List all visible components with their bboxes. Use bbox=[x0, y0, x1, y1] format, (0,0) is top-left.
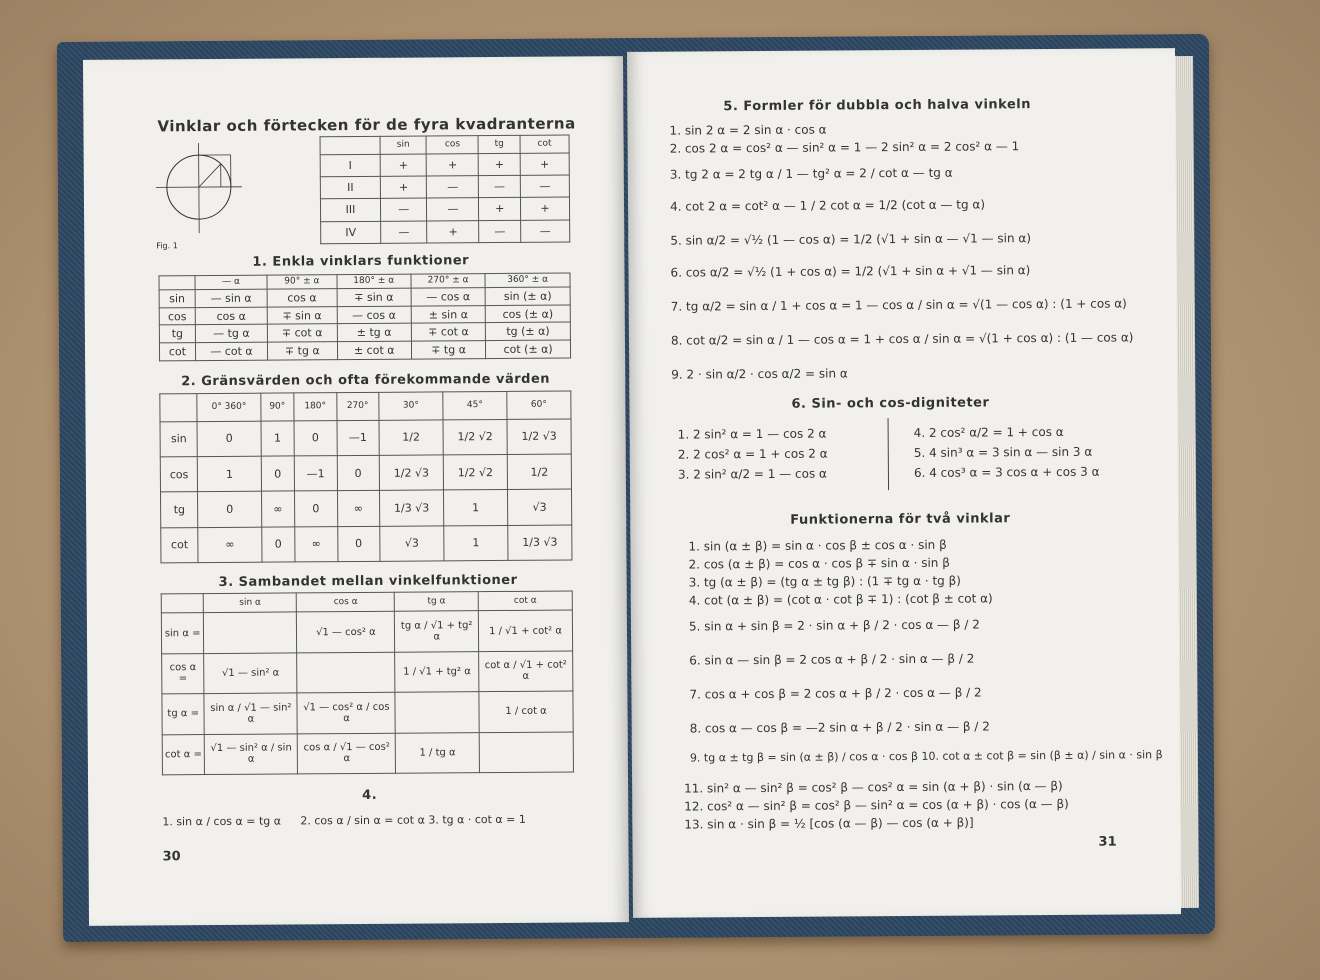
table-header-cell: 30° bbox=[379, 392, 443, 420]
table-cell: ∓ sin α bbox=[267, 306, 337, 324]
formula-item: 7. tg α/2 = sin α / 1 + cos α = 1 — cos α / sin α = √(1 — cos α) : (1 + cos α) bbox=[670, 296, 1127, 314]
table-cell: ∓ tg α bbox=[411, 341, 485, 359]
formula-item: 2. 2 cos² α = 1 + cos 2 α bbox=[677, 446, 828, 462]
table-cell: + bbox=[520, 153, 569, 176]
table-row bbox=[162, 651, 573, 694]
table-header-cell: cot bbox=[520, 135, 569, 153]
table-row bbox=[161, 610, 572, 653]
table-cell: √1 — cos² α / cos α bbox=[297, 692, 395, 733]
table-cell: — cos α bbox=[411, 288, 485, 306]
table-cell: ∞ bbox=[337, 491, 380, 527]
table-cell: ∞ bbox=[261, 491, 295, 527]
table-cell: cot α = bbox=[162, 734, 205, 775]
page-number-left: 30 bbox=[162, 849, 181, 865]
formula-item: 1. 2 sin² α = 1 — cos 2 α bbox=[677, 426, 827, 442]
table-cell: tg α = bbox=[162, 694, 205, 735]
section6-title: 6. Sin- och cos-digniteter bbox=[791, 395, 990, 412]
left-page bbox=[83, 56, 629, 926]
table-cell: + bbox=[380, 176, 426, 199]
table-header-cell: cos bbox=[426, 136, 478, 154]
table-row bbox=[161, 525, 572, 563]
table-cell: cos bbox=[160, 457, 198, 493]
formula-item: 2. cos α / sin α = cot α bbox=[300, 813, 425, 828]
section1-title: 1. Enkla vinklars funktioner bbox=[252, 253, 470, 270]
table-cell bbox=[395, 692, 479, 733]
table-cell: 0 bbox=[261, 527, 295, 563]
table-cell: √1 — cos² α bbox=[297, 612, 395, 653]
table-cell: 1 bbox=[198, 456, 262, 492]
table-cell: tg α / √1 + tg² α bbox=[395, 611, 479, 652]
table-cell: — bbox=[520, 175, 569, 198]
table-cell: sin bbox=[160, 421, 198, 457]
table-cell: √3 bbox=[507, 489, 571, 525]
table-row bbox=[321, 220, 570, 244]
table-header-cell bbox=[161, 594, 203, 614]
table-cell: — bbox=[479, 175, 521, 198]
table-cell bbox=[297, 652, 395, 693]
table-cell: + bbox=[479, 198, 521, 221]
table-header-cell: 45° bbox=[443, 391, 507, 419]
table-cell bbox=[204, 612, 297, 653]
table-cell bbox=[479, 732, 573, 773]
table-cell: II bbox=[320, 176, 380, 199]
table-cell: 1/3 √3 bbox=[508, 525, 572, 561]
formula-item: 11. sin² α — sin² β = cos² β — cos² α = sin (α + β) · sin (α — β) bbox=[684, 778, 1063, 796]
section4-title: 4. bbox=[362, 787, 378, 803]
section3-title: 3. Sambandet mellan vinkelfunktioner bbox=[218, 572, 518, 590]
formula-item: 1. sin (α ± β) = sin α · cos β ± cos α · sin β bbox=[688, 537, 947, 554]
page-number-right: 31 bbox=[1098, 834, 1117, 850]
table-cell: III bbox=[320, 199, 380, 222]
table-cell: sin (± α) bbox=[485, 287, 570, 305]
table-header-cell: cos α bbox=[297, 592, 395, 612]
formula-item: 6. cos α/2 = √½ (1 + cos α) = 1/2 (√1 + sin α + √1 — sin α) bbox=[670, 263, 1031, 280]
table-cell: 1 / √1 + tg² α bbox=[395, 651, 479, 692]
table-header-cell: tg bbox=[478, 135, 520, 153]
formula-item: 3. tg α · cot α = 1 bbox=[428, 812, 526, 827]
table-cell: 0 bbox=[295, 491, 338, 527]
table-header-cell: — α bbox=[195, 275, 267, 289]
table-row bbox=[160, 419, 571, 457]
section5-title: 5. Formler för dubbla och halva vinkeln bbox=[723, 97, 1032, 115]
table-cell: — bbox=[479, 220, 521, 243]
formula-item: 13. sin α · sin β = ½ [cos (α — β) — cos (α + β)] bbox=[684, 815, 974, 832]
figure-caption: Fig. 1 bbox=[156, 241, 178, 251]
table-cell: — cot α bbox=[195, 342, 267, 360]
table-cell: 0 bbox=[197, 421, 261, 457]
table-cell: ∓ cot α bbox=[267, 324, 337, 342]
table-cell: 1/2 bbox=[507, 454, 571, 490]
table-cell: cos α = bbox=[162, 653, 205, 694]
table-cell: + bbox=[427, 220, 479, 243]
table-cell: + bbox=[520, 197, 569, 220]
table-cell: — bbox=[380, 198, 426, 221]
table-header-row bbox=[160, 391, 571, 422]
table-cell: cot bbox=[159, 343, 195, 361]
table-cell: — sin α bbox=[195, 289, 267, 307]
formula-item: 1. sin α / cos α = tg α bbox=[162, 814, 282, 829]
table-row bbox=[160, 454, 571, 492]
formula-item: 4. cot 2 α = cot² α — 1 / 2 cot α = 1/2 (cot α — tg α) bbox=[670, 197, 986, 214]
formula-item: 9. tg α ± tg β = sin (α ± β) / cos α · cos β 10. cot α ± cot β = sin (β ± α) / sin α · sin β bbox=[689, 748, 1163, 765]
table-cell: 1/2 √2 bbox=[443, 454, 507, 490]
table-cell: tg (± α) bbox=[486, 322, 571, 340]
table-cell: 1/2 bbox=[379, 420, 443, 456]
table-cell: cot α / √1 + cot² α bbox=[479, 651, 573, 692]
table-cell: sin α = bbox=[161, 613, 204, 654]
table-cell: — bbox=[427, 176, 479, 199]
table-header-cell: 90° ± α bbox=[267, 275, 337, 289]
table-header-cell bbox=[160, 394, 198, 422]
table-header-cell: tg α bbox=[395, 592, 479, 612]
table-cell: cos (± α) bbox=[485, 305, 570, 323]
formula-item: 6. 4 cos³ α = 3 cos α + cos 3 α bbox=[913, 464, 1100, 480]
table-cell: √1 — sin² α / sin α bbox=[204, 733, 297, 774]
table-row bbox=[159, 340, 570, 361]
table-row bbox=[320, 197, 569, 221]
limit-values-table bbox=[159, 390, 572, 563]
table-cell: 1/2 √3 bbox=[379, 455, 443, 491]
table-cell: cos bbox=[159, 307, 195, 325]
formula-item: 8. cos α — cos β = —2 sin α + β / 2 · sin α — β / 2 bbox=[689, 719, 990, 736]
table-cell: —1 bbox=[337, 420, 380, 456]
table-header-cell: 360° ± α bbox=[485, 273, 570, 288]
table-row bbox=[161, 489, 572, 527]
table-cell: 1 bbox=[443, 490, 507, 526]
column-divider bbox=[888, 418, 890, 490]
table-cell: √1 — sin² α bbox=[204, 653, 297, 694]
table-header-cell: 270° bbox=[336, 392, 379, 420]
quadrant-table bbox=[320, 135, 571, 245]
table-cell: ∓ cot α bbox=[411, 323, 485, 341]
simple-angles-table bbox=[158, 272, 571, 361]
formula-item: 3. 2 sin² α/2 = 1 — cos α bbox=[677, 466, 827, 482]
table-cell: —1 bbox=[294, 456, 337, 492]
table-cell: 0 bbox=[198, 492, 262, 528]
table-header-row bbox=[320, 135, 569, 154]
table-cell: ∓ sin α bbox=[337, 288, 411, 306]
formula-item: 9. 2 · sin α/2 · cos α/2 = sin α bbox=[671, 366, 848, 382]
table-cell: ± cot α bbox=[337, 341, 411, 359]
table-header-cell: cot α bbox=[478, 591, 572, 611]
relations-table bbox=[161, 590, 574, 775]
table-cell: 1 / tg α bbox=[396, 732, 480, 773]
formula-item: 5. sin α + sin β = 2 · sin α + β / 2 · cos α — β / 2 bbox=[688, 617, 980, 634]
formula-item: 6. sin α — sin β = 2 cos α + β / 2 · sin α — β / 2 bbox=[689, 651, 975, 668]
table-row bbox=[162, 691, 573, 734]
formula-item: 2. cos 2 α = cos² α — sin² α = 1 — 2 sin² α = 2 cos² α — 1 bbox=[669, 139, 1020, 156]
table-cell: — bbox=[427, 198, 479, 221]
formula-item: 3. tg 2 α = 2 tg α / 1 — tg² α = 2 / cot α — tg α bbox=[669, 165, 953, 182]
table-cell: + bbox=[380, 154, 426, 177]
table-header-cell: 180° bbox=[294, 393, 337, 421]
table-cell: sin α / √1 — sin² α bbox=[204, 693, 297, 734]
formula-item: 5. 4 sin³ α = 3 sin α — sin 3 α bbox=[913, 444, 1093, 460]
table-cell: cot bbox=[161, 527, 199, 563]
table-cell: ∓ tg α bbox=[268, 342, 338, 360]
table-header-cell: 270° ± α bbox=[411, 274, 485, 288]
formula-item: 4. cot (α ± β) = (cot α · cot β ∓ 1) : (cot β ± cot α) bbox=[688, 591, 993, 608]
table-cell: cos α bbox=[267, 289, 337, 307]
section7-title: Funktionerna för två vinklar bbox=[790, 511, 1011, 528]
table-cell: ∞ bbox=[198, 527, 262, 563]
formula-item: 2. cos (α ± β) = cos α · cos β ∓ sin α · sin β bbox=[688, 555, 950, 572]
table-cell: 1 / √1 + cot² α bbox=[478, 610, 572, 651]
table-cell: 1/2 √2 bbox=[443, 419, 507, 455]
table-cell: 0 bbox=[337, 526, 380, 562]
right-page bbox=[627, 48, 1181, 918]
table-cell: — bbox=[520, 220, 569, 243]
table-cell: ∞ bbox=[295, 526, 338, 562]
table-cell: cot (± α) bbox=[486, 340, 571, 358]
table-row bbox=[320, 153, 569, 177]
table-header-cell bbox=[320, 136, 380, 154]
table-cell: tg bbox=[159, 325, 195, 343]
formula-item: 12. cos² α — sin² β = cos² β — sin² α = cos (α + β) · cos (α — β) bbox=[684, 796, 1069, 814]
table-cell: — tg α bbox=[195, 325, 267, 343]
table-cell: tg bbox=[161, 492, 199, 528]
table-cell: cos α / √1 — cos² α bbox=[298, 733, 396, 774]
table-cell: 0 bbox=[261, 456, 295, 492]
section2-title: 2. Gränsvärden och ofta förekommande värden bbox=[181, 371, 551, 390]
table-cell: 0 bbox=[337, 455, 380, 491]
table-cell: 1 bbox=[261, 421, 295, 457]
unit-circle-figure bbox=[154, 139, 245, 240]
table-cell: + bbox=[426, 153, 478, 176]
table-cell: ± tg α bbox=[337, 324, 411, 342]
formula-item: 8. cot α/2 = sin α / 1 — cos α = 1 + cos α / sin α = √(1 + cos α) : (1 — cos α) bbox=[670, 330, 1134, 348]
table-header-cell: 180° ± α bbox=[337, 274, 411, 288]
table-cell: 1/2 √3 bbox=[507, 419, 571, 455]
formula-item: 5. sin α/2 = √½ (1 — cos α) = 1/2 (√1 + sin α — √1 — sin α) bbox=[670, 231, 1032, 248]
table-header-cell: 90° bbox=[261, 393, 295, 421]
table-row bbox=[320, 175, 569, 199]
table-cell: 1/3 √3 bbox=[379, 490, 443, 526]
table-cell: 1 / cot α bbox=[479, 691, 573, 732]
table-cell: IV bbox=[321, 221, 381, 244]
table-cell: cos α bbox=[195, 307, 267, 325]
table-cell: I bbox=[320, 154, 380, 177]
formula-item: 3. tg (α ± β) = (tg α ± tg β) : (1 ∓ tg α · tg β) bbox=[688, 573, 961, 590]
table-header-cell: sin bbox=[380, 136, 426, 154]
table-cell: — bbox=[381, 221, 427, 244]
table-header-cell: 0° 360° bbox=[197, 393, 260, 421]
formula-item: 7. cos α + cos β = 2 cos α + β / 2 · cos α — β / 2 bbox=[689, 685, 982, 702]
left-page-title: Vinklar och förtecken för de fyra kvadranterna bbox=[157, 114, 576, 136]
table-header-cell: sin α bbox=[204, 593, 297, 613]
table-cell: √3 bbox=[380, 526, 444, 562]
table-row bbox=[162, 732, 573, 775]
table-cell: + bbox=[479, 153, 521, 176]
formula-item: 4. 2 cos² α/2 = 1 + cos α bbox=[913, 424, 1064, 440]
table-header-cell bbox=[159, 276, 195, 290]
table-cell: sin bbox=[159, 290, 195, 308]
formula-item: 1. sin 2 α = 2 sin α · cos α bbox=[669, 122, 827, 138]
table-header-cell: 60° bbox=[507, 391, 571, 419]
table-cell: — cos α bbox=[337, 306, 411, 324]
table-cell: 0 bbox=[294, 420, 337, 456]
table-cell: ± sin α bbox=[411, 305, 485, 323]
table-cell: 1 bbox=[444, 525, 508, 561]
